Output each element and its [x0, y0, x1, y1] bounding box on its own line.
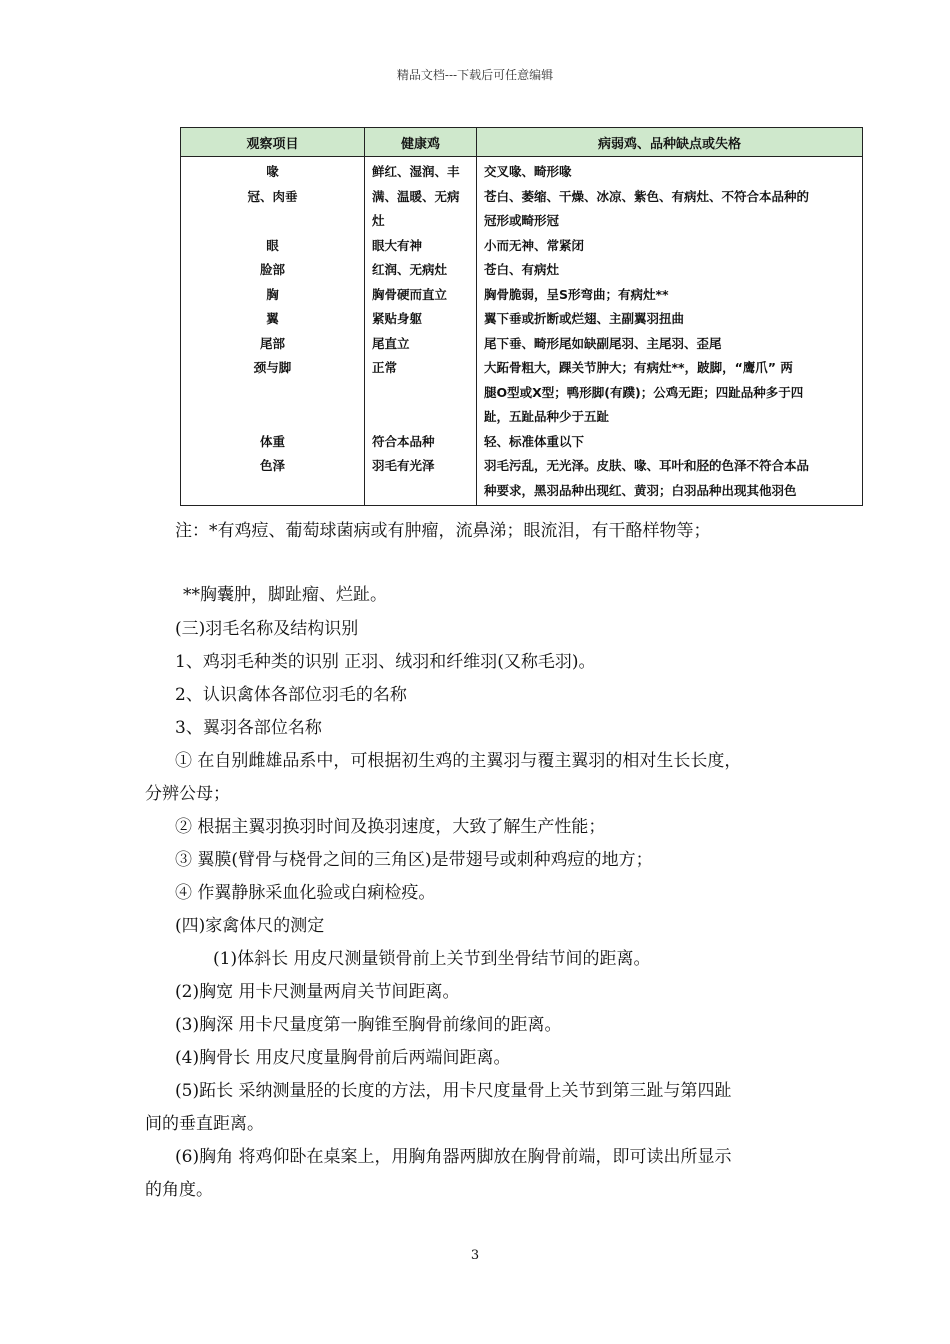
paragraph-line: ① 在自别雌雄品系中，可根据初生鸡的主翼羽与覆主翼羽的相对生长长度， — [175, 751, 742, 771]
cell-line: 喙 — [266, 164, 279, 179]
cell-line: 翼下垂或折断或烂翅、主副翼羽扭曲 — [484, 311, 685, 326]
section-heading: (四)家禽体尺的测定 — [175, 916, 325, 936]
paragraph-line: 分辨公母； — [145, 784, 230, 804]
cell-line — [188, 381, 357, 406]
cell-line: 脸部 — [259, 262, 285, 277]
body-text — [145, 613, 825, 1207]
cell-line: 苍白、萎缩、干燥、冰凉、紫色、有病灶、不符合本品种的 — [484, 188, 810, 204]
cell-line: 翼 — [266, 311, 279, 326]
cell-line: 趾，五趾品种少于五趾 — [484, 409, 610, 424]
cell-line: 红润、无病灶 — [372, 262, 448, 277]
cell-line: 色泽 — [259, 458, 285, 473]
cell-line: 冠、肉垂 — [247, 188, 298, 204]
paragraph-line: (6)胸角 将鸡仰卧在桌案上，用胸角器两脚放在胸骨前端，即可读出所显示 — [175, 1147, 732, 1167]
table-row — [181, 157, 863, 506]
paragraph-line: 3、翼羽各部位名称 — [175, 718, 322, 738]
observation-table-wrapper — [180, 127, 862, 506]
cell-line: 灶 — [372, 213, 385, 228]
cell-line: 满、温暖、无病 — [372, 188, 460, 204]
paragraph-line: 1、鸡羽毛种类的识别 正羽、绒羽和纤维羽(又称毛羽)。 — [175, 652, 596, 672]
cell-line: 胸骨脆弱，呈S形弯曲；有病灶** — [484, 286, 669, 302]
cell-line: 腿O型或X型；鸭形脚(有蹼)；公鸡无距；四趾品种多于四 — [484, 384, 804, 400]
note-2 — [145, 579, 825, 612]
cell-line: 符合本品种 — [372, 433, 435, 449]
section-heading: (三)羽毛名称及结构识别 — [175, 619, 359, 639]
cell-line: 冠形或畸形冠 — [484, 213, 560, 228]
paragraph-line: (5)跖长 采纳测量胫的长度的方法，用卡尺度量骨上关节到第三趾与第四趾 — [175, 1081, 732, 1101]
note-line-2: **胸囊肿，脚趾瘤、烂趾。 — [183, 585, 387, 605]
paragraph-line: (1)体斜长 用皮尺测量锁骨前上关节到坐骨结节间的距离。 — [213, 949, 651, 969]
cell-line: 交叉喙、畸形喙 — [484, 164, 572, 179]
cell-line — [372, 479, 469, 504]
paragraph-line: (2)胸宽 用卡尺测量两肩关节间距离。 — [175, 982, 460, 1002]
cell-line: 苍白、有病灶 — [484, 262, 560, 277]
cell-line: 胸 — [266, 286, 279, 302]
page-header: 精品文档---下载后可任意编辑 — [396, 68, 554, 82]
cell-line: 胸骨硬而直立 — [372, 286, 448, 302]
cell-line: 轻、标准体重以下 — [484, 433, 585, 449]
header-observation-item: 观察项目 — [181, 128, 365, 157]
paragraph-line: ④ 作翼静脉采血化验或白痢检疫。 — [175, 883, 436, 903]
cell-line — [188, 479, 357, 504]
header-healthy-chicken: 健康鸡 — [365, 128, 477, 157]
cell-line: 眼大有神 — [372, 237, 423, 253]
note-1 — [145, 515, 825, 548]
page-number: 3 — [470, 1248, 480, 1263]
cell-line: 尾直立 — [372, 335, 410, 351]
cell-line: 羽毛污乱，无光泽。皮肤、喙、耳叶和胫的色泽不符合本品 — [484, 458, 810, 473]
paragraph-line: ③ 翼膜(臂骨与桡骨之间的三角区)是带翅号或刺种鸡痘的地方； — [175, 850, 653, 870]
cell-line: 大跖骨粗大，踝关节肿大；有病灶**，跛脚，“鹰爪” 两 — [484, 360, 793, 375]
cell-line: 小而无神、常紧闭 — [484, 237, 585, 253]
cell-sick — [477, 157, 863, 506]
header-sick-chicken: 病弱鸡、品种缺点或失格 — [477, 128, 863, 157]
paragraph-line: 2、认识禽体各部位羽毛的名称 — [175, 685, 407, 705]
cell-line — [188, 405, 357, 430]
cell-line: 体重 — [259, 433, 285, 449]
paragraph-line: 间的垂直距离。 — [145, 1114, 264, 1134]
paragraph-line: 的角度。 — [145, 1180, 213, 1200]
cell-healthy — [365, 157, 477, 506]
note-line-1: 注：*有鸡痘、葡萄球菌病或有肿瘤，流鼻涕；眼流泪，有干酪样物等； — [175, 521, 711, 541]
cell-line — [372, 381, 469, 406]
observation-table — [180, 127, 863, 506]
cell-line: 鲜红、湿润、丰 — [372, 164, 460, 179]
cell-line: 种要求，黑羽品种出现红、黄羽；白羽品种出现其他羽色 — [484, 482, 797, 498]
cell-line: 正常 — [372, 360, 398, 375]
cell-line: 眼 — [266, 237, 279, 253]
paragraph-line: ② 根据主翼羽换羽时间及换羽速度，大致了解生产性能； — [175, 817, 606, 837]
cell-line — [188, 209, 357, 234]
cell-line: 羽毛有光泽 — [372, 458, 435, 473]
cell-item — [181, 157, 365, 506]
paragraph-line: (4)胸骨长 用皮尺度量胸骨前后两端间距离。 — [175, 1048, 511, 1068]
cell-line: 尾下垂、畸形尾如缺副尾羽、主尾羽、歪尾 — [484, 335, 722, 351]
table-header-row — [181, 128, 863, 157]
cell-line — [372, 405, 469, 430]
cell-line: 颈与脚 — [253, 360, 292, 375]
cell-line: 紧贴身躯 — [372, 311, 423, 326]
paragraph-line: (3)胸深 用卡尺量度第一胸锥至胸骨前缘间的距离。 — [175, 1015, 562, 1035]
cell-line: 尾部 — [259, 335, 285, 351]
